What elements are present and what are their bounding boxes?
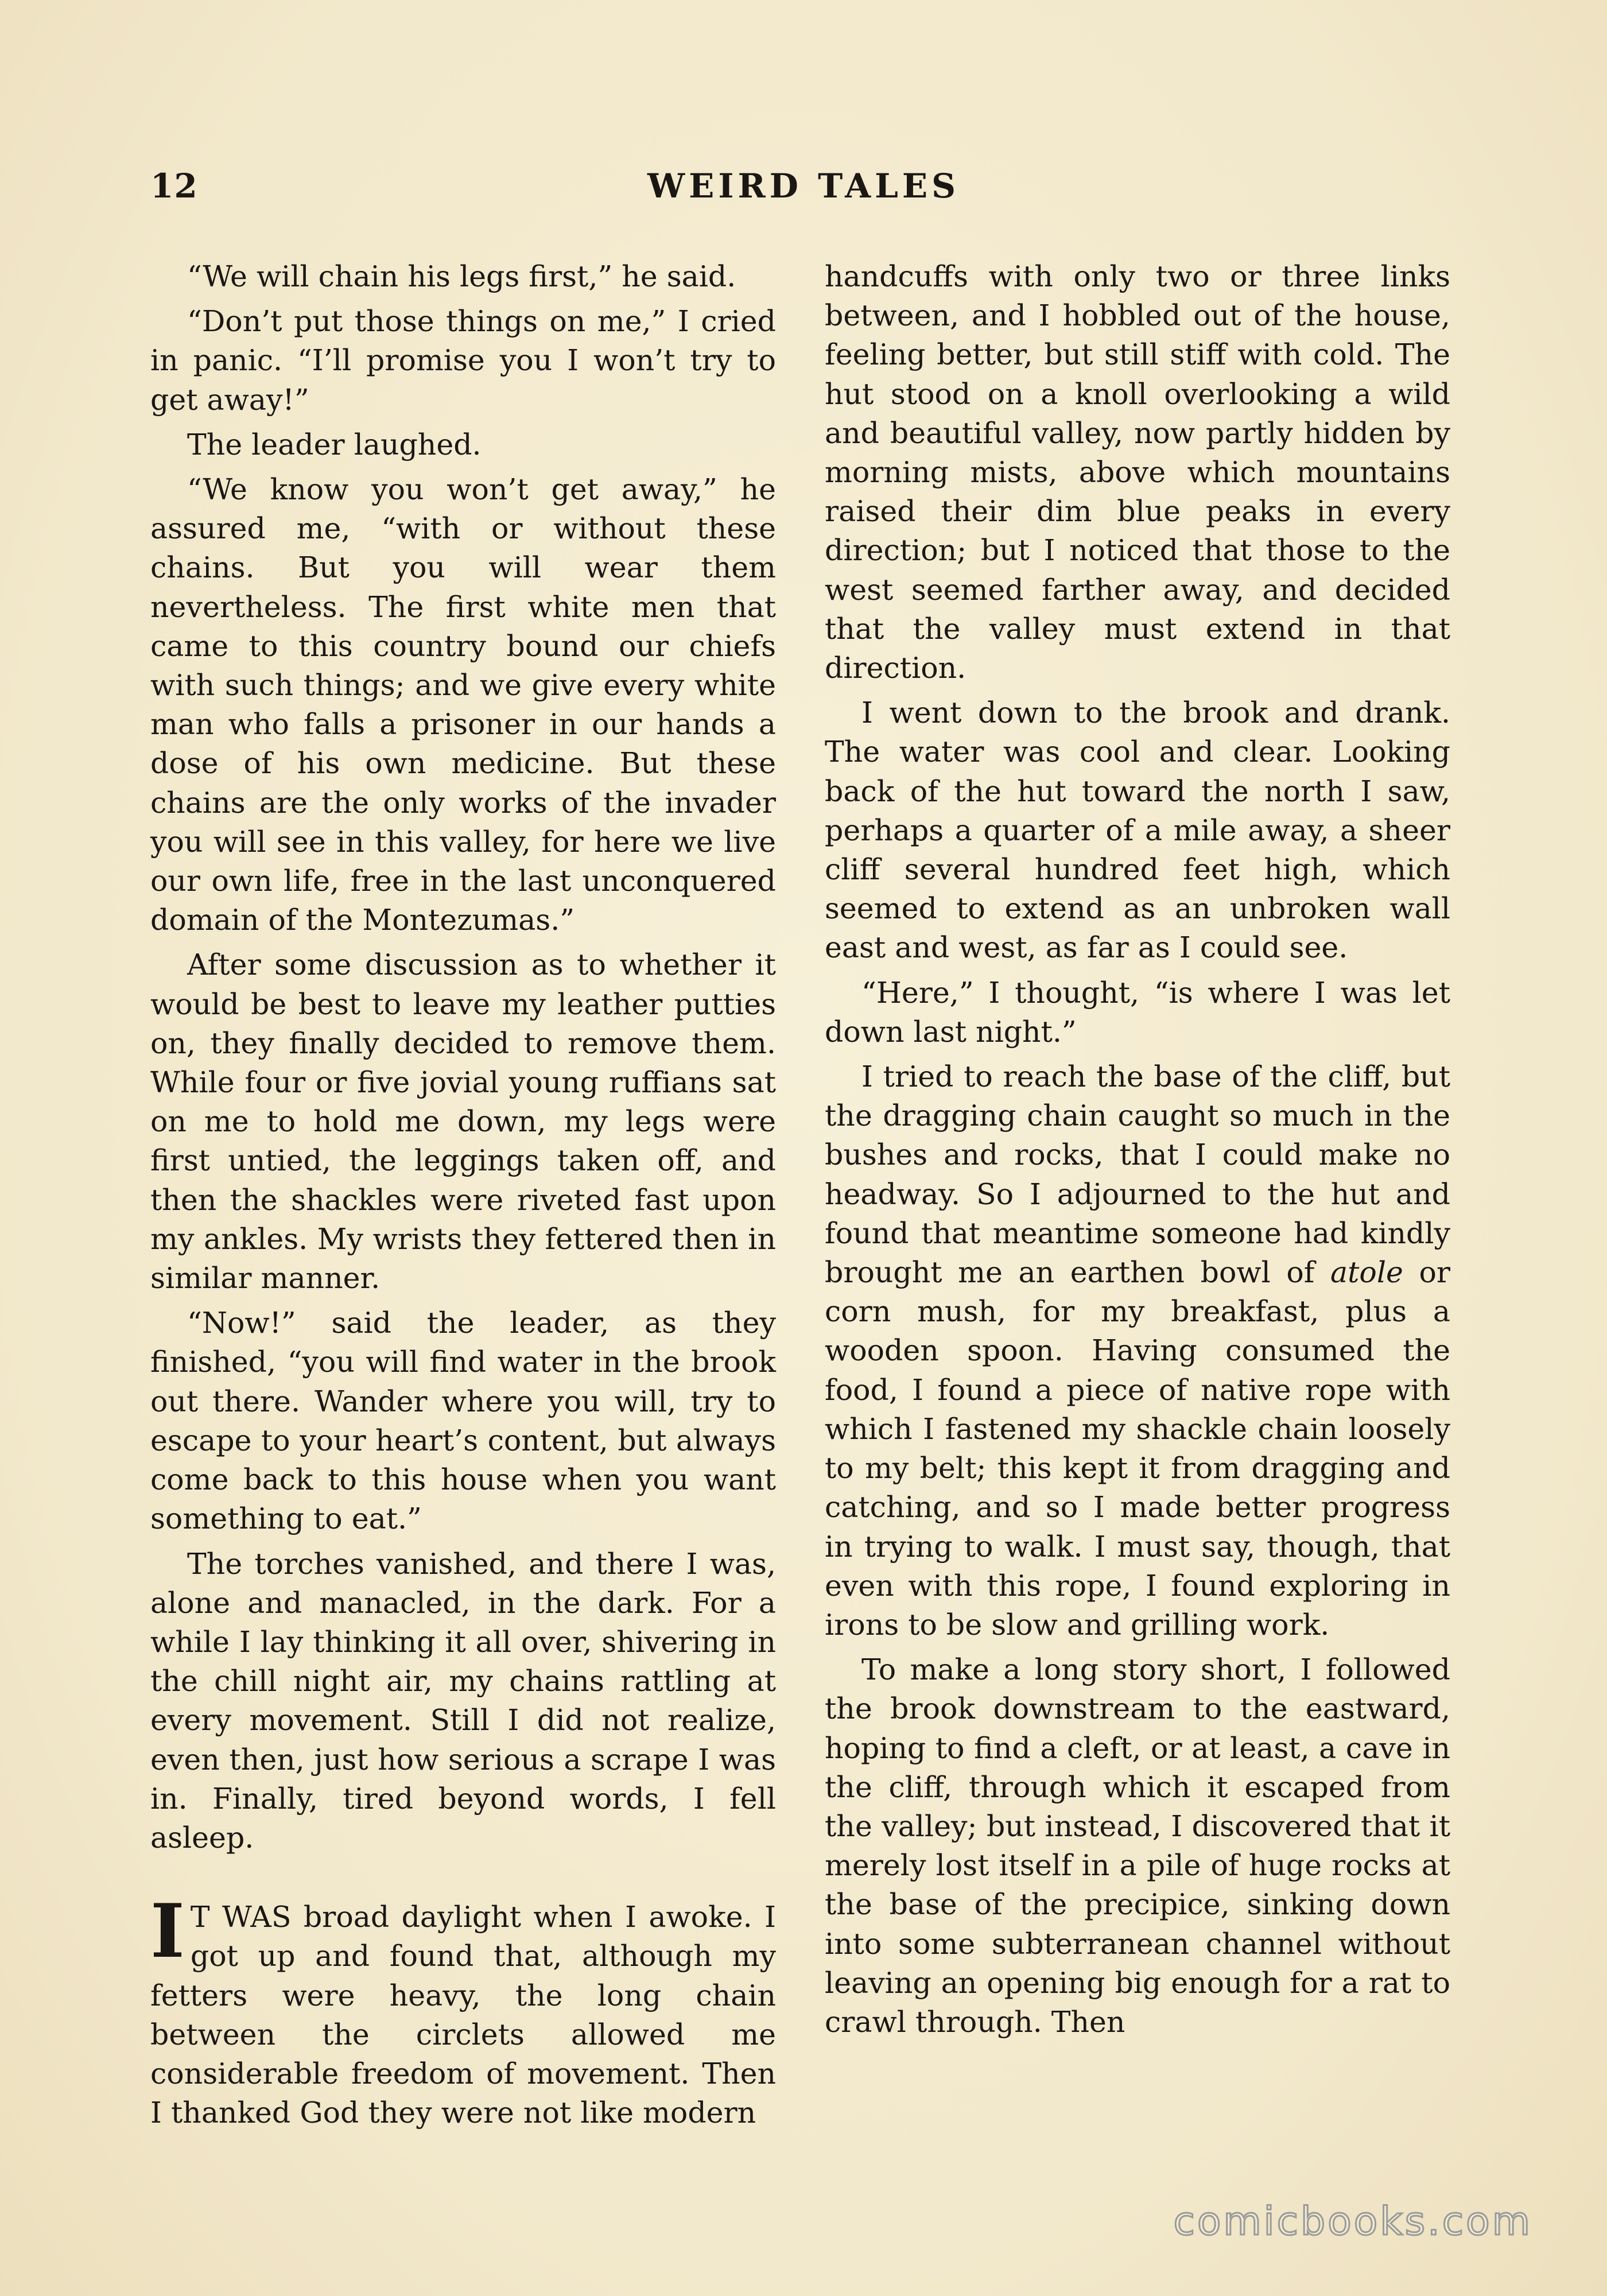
paragraph: After some discussion as to whether it would be best to leave my leather putties on, they finally decided to remove them. While four or five jovial young ruffians sat on me to hold me down, my legs were first untied, the leggings taken off, and then the shackles were riveted fast upon my ankles. My wrists they fettered then in similar manner. [150, 948, 776, 1296]
paragraph: The torches vanished, and there I was, alone and manacled, in the dark. For a while I lay thinking it all over, shivering in the chill night air, my chains rattling at every movement. Still I did not realize, even then, just how serious a scrape I was in. Finally, tired beyond words, I fell asleep. [150, 1546, 776, 1855]
paragraph-text: I tried to reach the base of the cliff, but the dragging chain caught so much in the bushes and rocks, that I could make no headway. So I adjourned to the hut and found that meantime someone had kindly brought me an earthen bowl of [825, 1060, 1450, 1290]
paragraph: “Now!” said the leader, as they finished, “you will find water in the brook out there. Wander where you will, try to escape to your heart’s content, but always come back to this house when you want something to eat.” [150, 1306, 776, 1536]
paragraph: “Don’t put those things on me,” I cried in panic. “I’ll promise you I won’t try to get away!” [150, 304, 776, 417]
page-header [150, 166, 1457, 218]
section-text: T WAS broad daylight when I awoke. I got up and found that, although my fetters were heavy, the long chain between the circlets allowed me considerable freedom of movement. Then I thanked God they were not like modern [150, 1900, 776, 2130]
paragraph: To make a long story short, I followed the brook downstream to the eastward, hoping to find a cleft, or at least, a cave in the cliff, through which it escaped from the valley; but instead, I discovered that it merely lost itself in a pile of huge rocks at the base of the precipice, sinking down into some subterranean channel without leaving an opening big enough for a rat to crawl through. Then [825, 1653, 1450, 2039]
page-number: 12 [150, 166, 198, 205]
paragraph: I went down to the brook and drank. The water was cool and clear. Looking back of the hut toward the north I saw, perhaps a quarter of a mile away, a sheer cliff several hundred feet high, which seemed to extend as an unbroken wall east and west, as far as I could see. [825, 696, 1450, 965]
paragraph-text: or corn mush, for my breakfast, plus a wooden spoon. Having consumed the food, I found a piece of native rope with which I fastened my shackle chain loosely to my belt; this kept it from dragging and catching, and so I made better progress in trying to walk. I must say, though, that even with this rope, I found exploring in irons to be slow and grilling work. [825, 1255, 1450, 1642]
paragraph: The leader laughed. [187, 427, 482, 461]
paragraph [825, 1057, 1450, 1645]
right-column [825, 257, 1450, 2042]
continued-paragraph: handcuffs with only two or three links between, and I hobbled out of the house, feeling better, but still stiff with cold. The hut stood on a knoll overlooking a wild and beautiful valley, now partly hidden by morning mists, above which mountains raised their dim blue peaks in every direction; but I noticed that those to the west seemed farther away, and decided that the valley must extend in that direction. [825, 259, 1450, 685]
running-title: WEIRD TALES [647, 166, 960, 205]
paragraph: “We know you won’t get away,” he assured me, “with or without these chains. But you will wear them nevertheless. The first white men that came to this country bound our chiefs with such things; and we give every white man who falls a prisoner in our hands a dose of his own medicine. But these chains are the only works of the invader you will see in this valley, for here we live our own life, free in the last unconquered domain of the Montezumas.” [150, 472, 776, 937]
drop-cap: I [150, 1888, 185, 1975]
paragraph: “Here,” I thought, “is where I was let down last night.” [825, 975, 1450, 1049]
watermark-logo: comicbooks.com [1173, 2199, 1532, 2244]
left-column [150, 257, 776, 2132]
paragraph: “We will chain his legs first,” he said. [187, 259, 736, 293]
italic-word: atole [1330, 1255, 1403, 1290]
section-paragraph [150, 1888, 776, 2132]
